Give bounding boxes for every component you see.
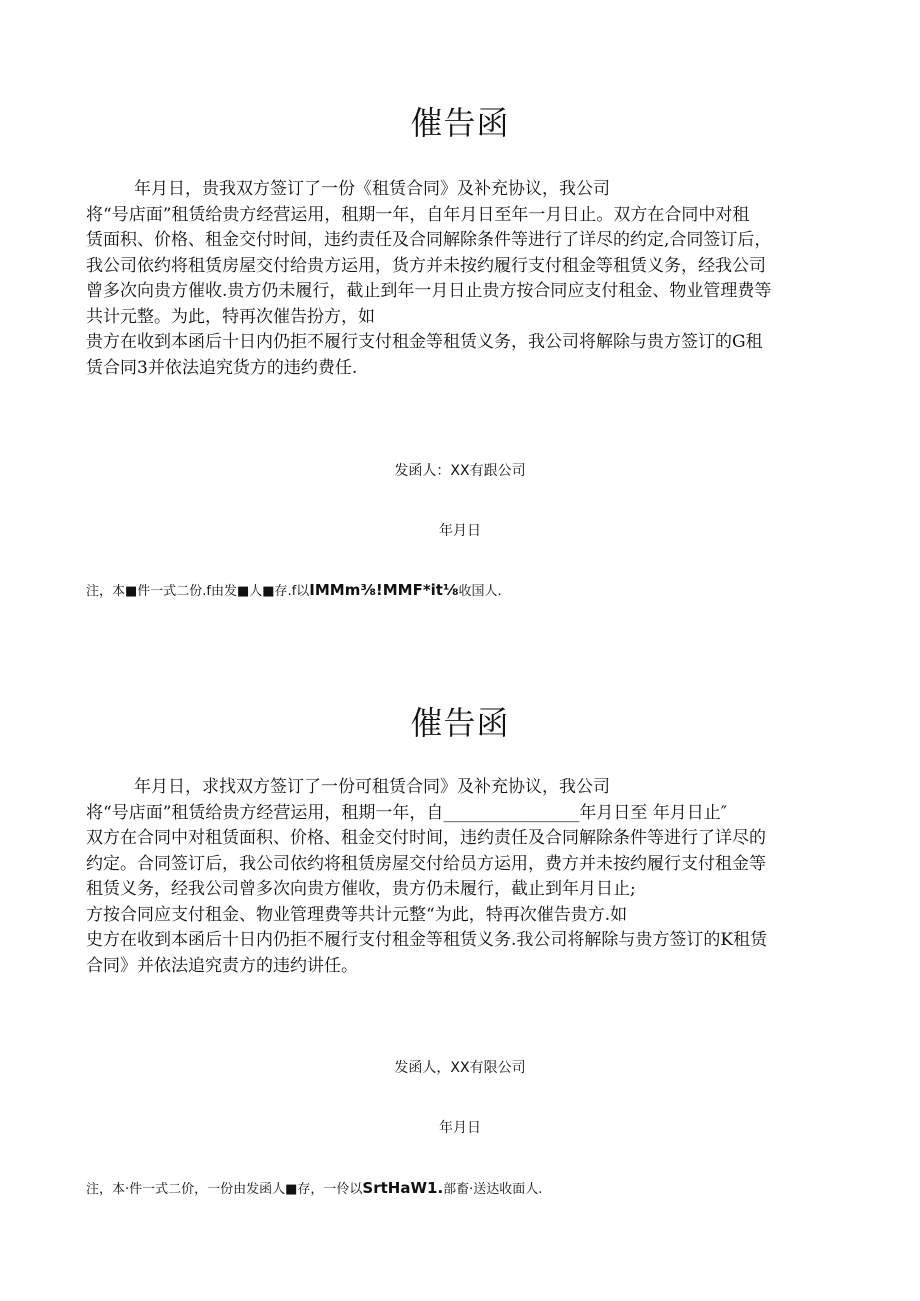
body-line: 曾多次向贵方催收.贵方仍未履行，截止到年一月日止贵方按合同应支付租金、物业管理费等	[86, 281, 772, 301]
footnote-suffix: 部畜·送达收面人.	[443, 1182, 543, 1197]
body-line: 合同》并依法追究责方的违约讲任。	[86, 955, 358, 976]
body-line: 史方在收到本函后十日内仍拒不履行支付租金等租赁义务.我公司将解除与贵方签订的K租赁	[86, 930, 768, 950]
letter-body	[86, 177, 836, 381]
body-line: 我公司依约将租赁房屋交付给贵方运用，货方并未按约履行支付租金等租赁义务，经我公司	[86, 255, 766, 276]
body-line: 租赁义务，经我公司曾多次向贵方催收，贵方仍未履行，截止到年月日止;	[86, 879, 636, 899]
body-line: 约定。合同签订后，我公司依约将租赁房屋交付给员方运用，费方并未按约履行支付租金等	[86, 853, 766, 874]
body-line: 年月日，贵我双方签订了一份《租赁合同》及补充协议，我公司	[134, 179, 610, 199]
sender-line: 发函人，XX有限公司	[394, 1060, 526, 1076]
date-line: 年月日	[439, 523, 481, 539]
footnote-prefix: 注，本■件一式二份.f由发■人■存.f以	[86, 584, 310, 599]
body-line: 共计元整。为此，特再次催告扮方，如	[86, 306, 375, 327]
letter-body	[86, 775, 836, 979]
footnote-garbled: IMMm⅜!MMF*it⅛	[309, 581, 459, 599]
letter-title: 催告函	[410, 104, 510, 142]
footnote-garbled: SrtHaW1.	[362, 1179, 444, 1197]
body-line: 双方在合同中对租赁面积、价格、租金交付时间，违约责任及合同解除条件等进行了详尽的	[86, 828, 766, 848]
body-line: 赁合同3并依法追究货方的违约费任.	[86, 357, 358, 378]
body-line: 贵方在收到本函后十日内仍拒不履行支付租金等租赁义务，我公司将解除与贵方签订的G租	[86, 332, 763, 352]
body-line: 方按合同应支付租金、物业管理费等共计元整“为此，特再次催告贵方.如	[86, 904, 628, 925]
sender-line: 发函人：XX有跟公司	[394, 463, 526, 479]
footnote-suffix: 收国人.	[458, 584, 502, 599]
footnote	[86, 580, 846, 602]
footnote	[86, 1178, 846, 1200]
body-line: 将“号店面”租赁给贵方经营运用，租期一年，自________________年月日至 年月日止″	[86, 802, 728, 823]
footnote-prefix: 注，本·件一式二价，一份由发函人■存，一伶以	[86, 1182, 363, 1197]
date-line: 年月日	[439, 1120, 481, 1136]
letter-title: 催告函	[410, 704, 510, 742]
body-line: 将“号店面”租赁给贵方经营运用，租期一年，自年月日至年一月日止。双方在合同中对租	[86, 204, 750, 225]
body-line: 赁面积、价格、租金交付时间，违约责任及合同解除条件等进行了详尽的约定,合同签订后，	[86, 230, 772, 250]
body-line: 年月日，求找双方签订了一份可租赁合同》及补充协议，我公司	[134, 777, 610, 797]
